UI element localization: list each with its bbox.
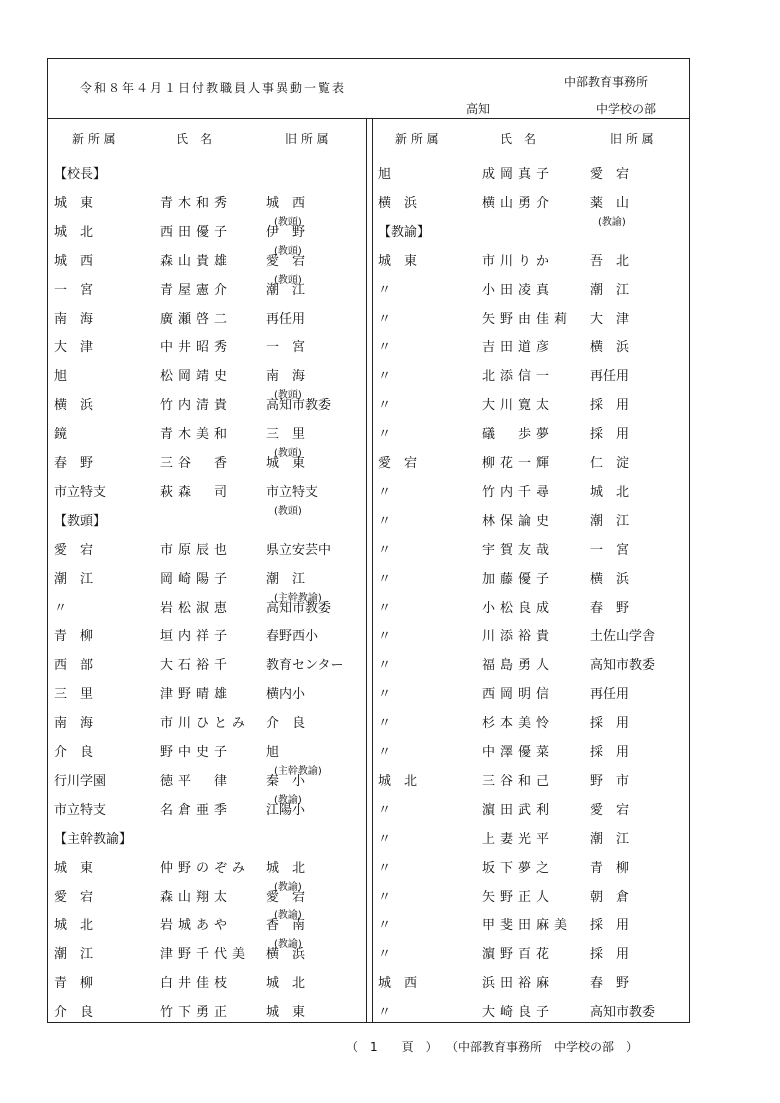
new-affiliation: 一 宮	[54, 283, 94, 298]
old-affiliation: 一 宮	[266, 340, 306, 355]
old-affiliation: 城 北	[266, 861, 306, 876]
person-name: 濵田武利	[482, 803, 555, 818]
person-name: 大石裕千	[160, 658, 233, 673]
old-affiliation: 高知市教委	[590, 1005, 656, 1020]
document-title: 令和８年４月１日付教職員人事異動一覧表	[80, 81, 347, 95]
personnel-row	[378, 192, 688, 212]
new-affiliation: 城 東	[54, 196, 94, 211]
personnel-row	[378, 163, 688, 183]
new-affiliation: 〃	[378, 861, 392, 876]
person-name: 西岡明信	[482, 687, 555, 702]
old-affiliation: 春 野	[590, 976, 630, 991]
person-name: 矢野由佳莉	[482, 312, 573, 327]
personnel-row	[54, 246, 364, 270]
person-name: 甲斐田麻美	[482, 918, 573, 933]
new-affiliation: 〃	[378, 485, 392, 500]
person-name: 杉本美怜	[482, 716, 555, 731]
personnel-row	[378, 481, 688, 501]
old-affiliation: 横 浜	[590, 572, 630, 587]
personnel-row	[378, 857, 688, 877]
personnel-row	[54, 741, 364, 761]
person-name: 名倉亜季	[160, 803, 233, 818]
personnel-row	[378, 510, 688, 530]
person-name: 柳花一輝	[482, 456, 555, 471]
person-name: 宇賀友哉	[482, 543, 555, 558]
personnel-row	[378, 712, 688, 732]
old-affiliation: 再任用	[590, 369, 630, 384]
old-affiliation: 愛 宕	[266, 254, 306, 269]
personnel-row	[54, 857, 364, 877]
person-name: 青屋憲介	[160, 283, 233, 298]
person-name: 礒 歩夢	[482, 427, 555, 442]
person-name: 仲野のぞみ	[160, 861, 251, 876]
person-name: 小松良成	[482, 601, 555, 616]
personnel-row	[54, 481, 364, 501]
old-affiliation: 教育センター	[266, 658, 344, 673]
personnel-row	[54, 192, 364, 212]
old-affiliation: 土佐山学舎	[590, 629, 656, 644]
personnel-row	[378, 828, 688, 848]
old-affiliation: 一 宮	[590, 543, 630, 558]
old-affiliation: 愛 宕	[590, 167, 630, 182]
person-name: 岡崎陽子	[160, 572, 233, 587]
personnel-row	[54, 795, 364, 819]
person-name: 竹内清貴	[160, 398, 233, 413]
previous-role-note: (教頭)	[274, 275, 302, 286]
personnel-row	[378, 972, 688, 992]
new-affiliation: 西 部	[54, 658, 94, 673]
old-affiliation: 介 良	[266, 716, 306, 731]
person-name: 津野晴雄	[160, 687, 233, 702]
personnel-row	[54, 882, 364, 906]
personnel-row	[54, 766, 364, 790]
left-header-new: 新 所 属	[72, 132, 116, 146]
person-name: 三谷和己	[482, 774, 555, 789]
old-affiliation: 採 用	[590, 918, 630, 933]
person-name: 横山勇介	[482, 196, 555, 211]
old-affiliation: 潮 江	[266, 572, 306, 587]
old-affiliation: 香 南	[266, 918, 306, 933]
section-heading	[54, 506, 364, 530]
new-affiliation: 市立特支	[54, 485, 107, 500]
personnel-row	[54, 939, 364, 963]
old-affiliation: 県立安芸中	[266, 543, 332, 558]
old-affiliation: 旭	[266, 745, 280, 760]
new-affiliation: 市立特支	[54, 803, 107, 818]
old-affiliation: 採 用	[590, 947, 630, 962]
old-affiliation: 採 用	[590, 745, 630, 760]
personnel-row	[378, 423, 688, 443]
person-name: 垣内祥子	[160, 629, 233, 644]
person-name: 野中史子	[160, 745, 233, 760]
old-affiliation: 薬 山	[590, 196, 630, 211]
new-affiliation: 〃	[378, 572, 392, 587]
new-affiliation: 鏡	[54, 427, 68, 442]
personnel-row	[54, 568, 364, 588]
new-affiliation: 城 東	[378, 254, 418, 269]
old-affiliation: 横 浜	[266, 947, 306, 962]
previous-role-note: (教諭)	[274, 910, 302, 921]
personnel-row	[54, 365, 364, 385]
old-affiliation: 吾 北	[590, 254, 630, 269]
previous-role-note: (教諭)	[274, 795, 302, 806]
old-affiliation: 採 用	[590, 716, 630, 731]
new-affiliation: 〃	[378, 369, 392, 384]
personnel-row	[54, 275, 364, 299]
old-affiliation: 愛 宕	[266, 890, 306, 905]
previous-role-note: (主幹教諭)	[274, 766, 322, 777]
new-affiliation: 横 浜	[378, 196, 418, 211]
new-affiliation: 南 海	[54, 716, 94, 731]
old-affiliation: 潮 江	[266, 283, 306, 298]
old-affiliation: 潮 江	[590, 832, 630, 847]
person-name: 森山翔太	[160, 890, 233, 905]
header-rule	[47, 118, 690, 119]
person-name: 中井昭秀	[160, 340, 233, 355]
old-affiliation: 野 市	[590, 774, 630, 789]
new-affiliation: 〃	[378, 601, 392, 616]
new-affiliation: 〃	[378, 543, 392, 558]
person-name: 津野千代美	[160, 947, 251, 962]
old-affiliation: 仁 淀	[590, 456, 630, 471]
personnel-row	[378, 1001, 688, 1021]
previous-role-note: (教頭)	[274, 217, 302, 228]
new-affiliation: 〃	[378, 658, 392, 673]
left-header-old: 旧 所 属	[285, 132, 329, 146]
personnel-row	[378, 394, 688, 414]
personnel-row	[54, 308, 364, 328]
heading-text: 【校長】	[54, 167, 107, 182]
heading-text: 【主幹教諭】	[54, 832, 133, 847]
person-name: 成岡真子	[482, 167, 555, 182]
person-name: 竹下勇正	[160, 1005, 233, 1020]
new-affiliation: 〃	[378, 918, 392, 933]
person-name: 小田凌真	[482, 283, 555, 298]
previous-role-note: (教頭)	[274, 246, 302, 257]
old-affiliation: 横 浜	[590, 340, 630, 355]
heading-text: 【教諭】	[378, 225, 431, 240]
previous-role-note: (教頭)	[274, 448, 302, 459]
new-affiliation: 介 良	[54, 745, 94, 760]
section-heading	[54, 828, 364, 848]
personnel-row	[378, 914, 688, 934]
personnel-row	[378, 799, 688, 819]
person-name: 濵野百花	[482, 947, 555, 962]
person-name: 三谷 香	[160, 456, 233, 471]
heading-text: 【教頭】	[54, 514, 107, 529]
new-affiliation: 城 北	[54, 918, 94, 933]
personnel-row	[378, 308, 688, 328]
old-affiliation: 春 野	[590, 601, 630, 616]
previous-role-note: (教頭)	[274, 506, 302, 517]
person-name: 青木和秀	[160, 196, 233, 211]
new-affiliation: 春 野	[54, 456, 94, 471]
new-affiliation: 〃	[378, 716, 392, 731]
new-affiliation: 城 東	[54, 861, 94, 876]
person-name: 市原辰也	[160, 543, 233, 558]
old-affiliation: 城 北	[266, 976, 306, 991]
right-header-name: 氏 名	[500, 132, 537, 146]
personnel-row	[378, 654, 688, 674]
person-name: 大川寛太	[482, 398, 555, 413]
section-name: 中学校の部	[596, 102, 657, 116]
person-name: 矢野正人	[482, 890, 555, 905]
person-name: 中澤優菜	[482, 745, 555, 760]
person-name: 徳平 律	[160, 774, 233, 789]
person-name: 岩松淑恵	[160, 601, 233, 616]
personnel-row	[54, 910, 364, 934]
personnel-row	[54, 217, 364, 241]
new-affiliation: 〃	[378, 1005, 392, 1020]
personnel-row	[54, 390, 364, 414]
person-name: 萩森 司	[160, 485, 233, 500]
old-affiliation: 大 津	[590, 312, 630, 327]
section-heading	[378, 217, 688, 241]
personnel-row	[54, 1001, 364, 1021]
new-affiliation: 潮 江	[54, 947, 94, 962]
personnel-row	[54, 654, 364, 674]
old-affiliation: 朝 倉	[590, 890, 630, 905]
new-affiliation: 〃	[378, 832, 392, 847]
new-affiliation: 行川学園	[54, 774, 107, 789]
new-affiliation: 旭	[378, 167, 392, 182]
new-affiliation: 〃	[378, 745, 392, 760]
personnel-row	[54, 712, 364, 732]
previous-role-note: (教諭)	[274, 939, 302, 950]
old-affiliation: 横内小	[266, 687, 306, 702]
new-affiliation: 城 北	[54, 225, 94, 240]
person-name: 上妻光平	[482, 832, 555, 847]
new-affiliation: 旭	[54, 369, 68, 384]
new-affiliation: 〃	[378, 312, 392, 327]
personnel-row	[378, 597, 688, 617]
person-name: 市川ひとみ	[160, 716, 251, 731]
person-name: 青木美和	[160, 427, 233, 442]
right-header-new: 新 所 属	[395, 132, 439, 146]
personnel-row	[378, 336, 688, 356]
person-name: 川添裕貴	[482, 629, 555, 644]
person-name: 北添信一	[482, 369, 555, 384]
old-affiliation: 高知市教委	[590, 658, 656, 673]
old-affiliation: 伊 野	[266, 225, 306, 240]
new-affiliation: 城 西	[54, 254, 94, 269]
right-header-old: 旧 所 属	[610, 132, 654, 146]
person-name: 大崎良子	[482, 1005, 555, 1020]
new-affiliation: 三 里	[54, 687, 94, 702]
new-affiliation: 〃	[54, 601, 68, 616]
old-affiliation: 三 里	[266, 427, 306, 442]
old-affiliation: 城 西	[266, 196, 306, 211]
personnel-row	[54, 423, 364, 443]
new-affiliation: 横 浜	[54, 398, 94, 413]
personnel-row	[54, 593, 364, 617]
old-affiliation: 高知市教委	[266, 601, 332, 616]
person-name: 森山貴雄	[160, 254, 233, 269]
personnel-row	[378, 741, 688, 761]
personnel-row	[378, 568, 688, 588]
personnel-row	[54, 683, 364, 703]
old-affiliation: 高知市教委	[266, 398, 332, 413]
old-affiliation: 採 用	[590, 398, 630, 413]
personnel-row	[378, 279, 688, 299]
new-affiliation: 潮 江	[54, 572, 94, 587]
personnel-row	[378, 452, 688, 472]
new-affiliation: 〃	[378, 340, 392, 355]
previous-role-note: (教頭)	[274, 390, 302, 401]
new-affiliation: 〃	[378, 427, 392, 442]
personnel-row	[54, 972, 364, 992]
old-affiliation: 採 用	[590, 427, 630, 442]
personnel-row	[378, 365, 688, 385]
person-name: 岩城あや	[160, 918, 233, 933]
person-name: 竹内千尋	[482, 485, 555, 500]
person-name: 白井佳枝	[160, 976, 233, 991]
old-affiliation: 春野西小	[266, 629, 319, 644]
person-name: 加藤優子	[482, 572, 555, 587]
old-affiliation: 城 東	[266, 1005, 306, 1020]
previous-role-note: (主幹教諭)	[274, 593, 322, 604]
person-name: 吉田道彦	[482, 340, 555, 355]
personnel-row	[54, 539, 364, 559]
old-affiliation: 潮 江	[590, 283, 630, 298]
person-name: 福島勇人	[482, 658, 555, 673]
office-name: 中部教育事務所	[564, 75, 649, 89]
new-affiliation: 〃	[378, 283, 392, 298]
personnel-row	[378, 886, 688, 906]
old-affiliation: 南 海	[266, 369, 306, 384]
new-affiliation: 〃	[378, 687, 392, 702]
old-affiliation: 市立特支	[266, 485, 319, 500]
new-affiliation: 愛 宕	[54, 543, 94, 558]
new-affiliation: 〃	[378, 803, 392, 818]
previous-role-note: (教諭)	[598, 217, 626, 228]
personnel-row	[54, 336, 364, 356]
person-name: 市川りか	[482, 254, 555, 269]
person-name: 林保論史	[482, 514, 555, 529]
personnel-row	[378, 943, 688, 963]
old-affiliation: 再任用	[590, 687, 630, 702]
column-divider-right	[372, 118, 373, 1023]
personnel-row	[378, 250, 688, 270]
page-number: （ 1 頁 ）	[346, 1040, 438, 1054]
new-affiliation: 〃	[378, 514, 392, 529]
new-affiliation: 城 北	[378, 774, 418, 789]
new-affiliation: 〃	[378, 629, 392, 644]
new-affiliation: 介 良	[54, 1005, 94, 1020]
person-name: 廣瀬啓二	[160, 312, 233, 327]
old-affiliation: 青 柳	[590, 861, 630, 876]
column-divider-left	[366, 118, 367, 1023]
new-affiliation: 青 柳	[54, 976, 94, 991]
section-heading	[54, 163, 364, 183]
new-affiliation: 〃	[378, 398, 392, 413]
old-affiliation: 城 東	[266, 456, 306, 471]
old-affiliation: 秦 小	[266, 774, 306, 789]
previous-role-note: (教諭)	[274, 882, 302, 893]
new-affiliation: 愛 宕	[54, 890, 94, 905]
person-name: 坂下夢之	[482, 861, 555, 876]
old-affiliation: 江陽小	[266, 803, 306, 818]
personnel-row	[378, 539, 688, 559]
personnel-row	[378, 683, 688, 703]
old-affiliation: 再任用	[266, 312, 306, 327]
footer-label: （中部教育事務所 中学校の部 ）	[446, 1040, 639, 1054]
old-affiliation: 城 北	[590, 485, 630, 500]
old-affiliation: 愛 宕	[590, 803, 630, 818]
personnel-row	[378, 625, 688, 645]
new-affiliation: 城 西	[378, 976, 418, 991]
region-name: 高知	[466, 102, 491, 116]
person-name: 浜田裕麻	[482, 976, 555, 991]
new-affiliation: 南 海	[54, 312, 94, 327]
person-name: 西田優子	[160, 225, 233, 240]
new-affiliation: 青 柳	[54, 629, 94, 644]
new-affiliation: 愛 宕	[378, 456, 418, 471]
new-affiliation: 大 津	[54, 340, 94, 355]
old-affiliation: 潮 江	[590, 514, 630, 529]
personnel-row	[54, 448, 364, 472]
personnel-row	[54, 625, 364, 645]
new-affiliation: 〃	[378, 890, 392, 905]
person-name: 松岡靖史	[160, 369, 233, 384]
left-header-name: 氏 名	[176, 132, 213, 146]
new-affiliation: 〃	[378, 947, 392, 962]
personnel-row	[378, 770, 688, 790]
